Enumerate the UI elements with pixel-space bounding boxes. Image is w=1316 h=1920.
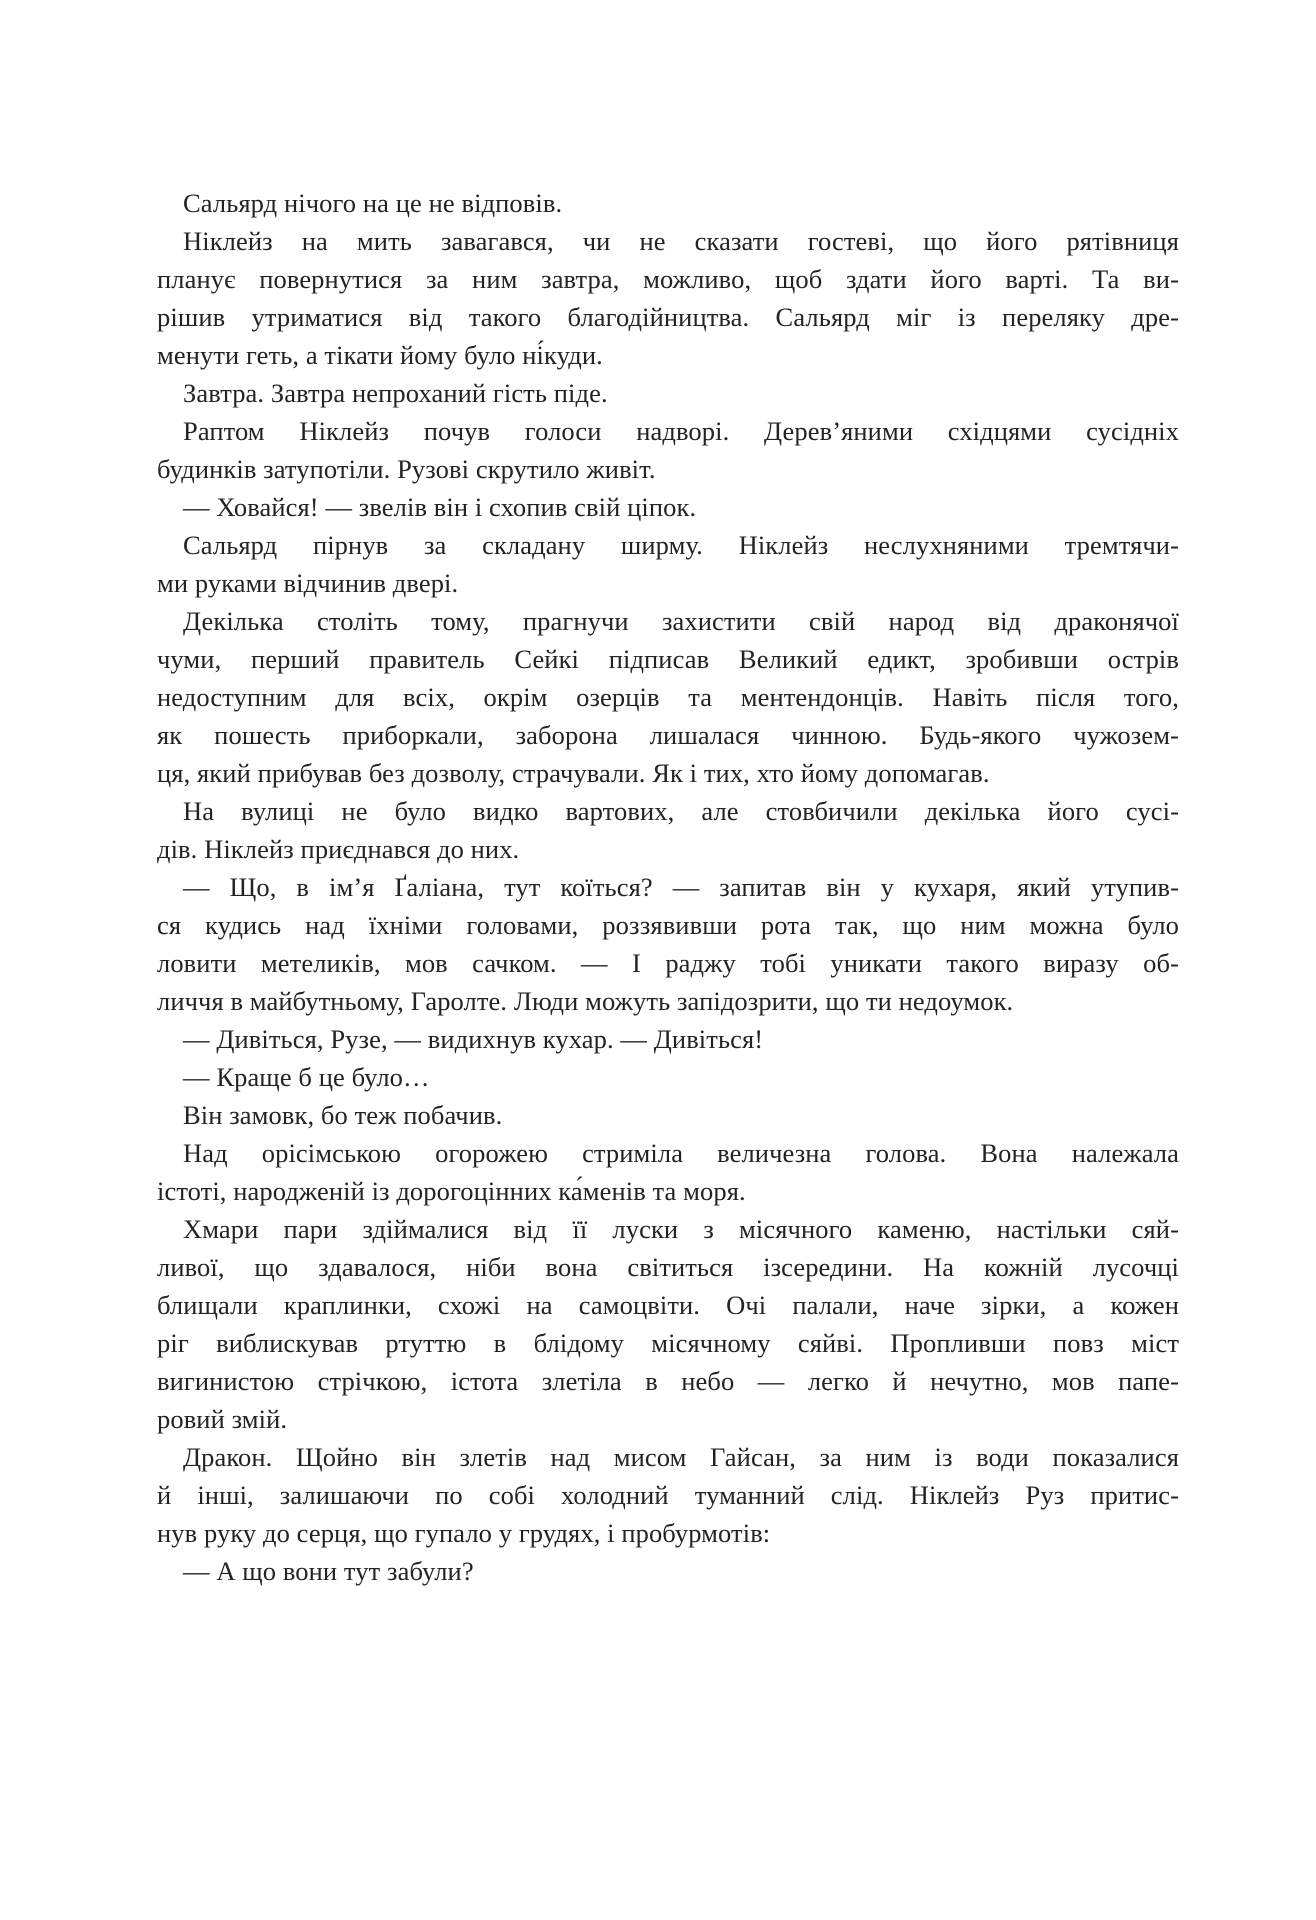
paragraph [157,184,1179,222]
text-line: Сальярд нічого на це не відповів. [183,188,563,218]
text-line: нув руку до серця, що гупало у грудях, і пробурмотів: [157,1518,771,1548]
text-line: будинків затупотіли. Рузові скрутило живіт. [157,454,656,484]
paragraph [157,526,1179,602]
text-line: — Краще б це було… [183,1062,430,1092]
text-line: ся кудись над їхніми головами, роззявивши рота так, що ним можна було [157,910,1179,940]
text-line: ловити метеликів, мов сачком. — І раджу тобі уникати такого виразу об- [157,948,1179,978]
paragraph [157,1134,1179,1210]
paragraph [157,1438,1179,1552]
text-line: Над орісімською огорожею стриміла величезна голова. Вона належала [183,1138,1179,1168]
paragraph [157,792,1179,868]
text-line: вигинистою стрічкою, істота злетіла в небо — легко й нечутно, мов папе- [157,1366,1179,1396]
paragraph [157,868,1179,1020]
text-line: Хмари пари здіймалися від її луски з місячного каменю, настільки сяй- [183,1214,1179,1244]
text-line: й інші, залишаючи по собі холодний туманний слід. Ніклейз Руз притис- [157,1480,1179,1510]
text-line: — Ховайся! — звелів він і схопив свій ціпок. [183,492,697,522]
text-line: ровий змій. [157,1404,288,1434]
text-line: Сальярд пірнув за складану ширму. Ніклейз неслухняними тремтячи- [183,530,1179,560]
text-line: менути геть, а тікати йому було ні́куди. [157,340,603,370]
paragraph [157,602,1179,792]
paragraph [157,374,1179,412]
text-line: Раптом Ніклейз почув голоси надворі. Дерев’яними східцями сусідніх [183,416,1179,446]
text-line: істоті, народженій із дорогоцінних ка́менів та моря. [157,1176,746,1206]
text-line: личчя в майбутньому, Гаролте. Люди можуть запідозрити, що ти недоумок. [157,986,1014,1016]
paragraph [157,488,1179,526]
text-line: рішив утриматися від такого благодійництва. Сальярд міг із переляку дре- [157,302,1179,332]
text-line: ми руками відчинив двері. [157,568,459,598]
paragraph [157,412,1179,488]
text-line: Ніклейз на мить завагався, чи не сказати гостеві, що його рятівниця [183,226,1179,256]
text-line: ливої, що здавалося, ніби вона світиться ізсередини. На кожній лусочці [157,1252,1179,1282]
paragraph [157,1058,1179,1096]
paragraph [157,222,1179,374]
text-line: — Що, в ім’я Ґаліана, тут коїться? — запитав він у кухаря, який утупив- [183,872,1179,902]
text-block [157,184,1179,1590]
text-line: планує повернутися за ним завтра, можливо, щоб здати його варті. Та ви- [157,264,1179,294]
text-line: дів. Ніклейз приєднався до них. [157,834,520,864]
text-line: блищали краплинки, схожі на самоцвіти. Очі палали, наче зірки, а кожен [157,1290,1179,1320]
paragraph [157,1020,1179,1058]
text-line: ця, який прибував без дозволу, страчували. Як і тих, хто йому допомагав. [157,758,990,788]
text-line: На вулиці не було видко вартових, але стовбичили декілька його сусі- [183,796,1179,826]
paragraph [157,1096,1179,1134]
text-line: — Дивіться, Рузе, — видихнув кухар. — Дивіться! [183,1024,764,1054]
text-line: — А що вони тут забули? [183,1556,474,1586]
text-line: Він замовк, бо теж побачив. [183,1100,503,1130]
text-line: чуми, перший правитель Сейкі підписав Великий едикт, зробивши острів [157,644,1179,674]
text-line: Декілька століть тому, прагнучи захистити свій народ від драконячої [183,606,1179,636]
text-line: недоступним для всіх, окрім озерців та ментендонців. Навіть після того, [157,682,1179,712]
text-line: як пошесть приборкали, заборона лишалася чинною. Будь-якого чужозем- [157,720,1179,750]
text-line: Дракон. Щойно він злетів над мисом Гайсан, за ним із води показалися [183,1442,1179,1472]
text-line: Завтра. Завтра непроханий гість піде. [183,378,608,408]
paragraph [157,1552,1179,1590]
text-line: ріг виблискував ртуттю в блідому місячному сяйві. Пропливши повз міст [157,1328,1179,1358]
paragraph [157,1210,1179,1438]
